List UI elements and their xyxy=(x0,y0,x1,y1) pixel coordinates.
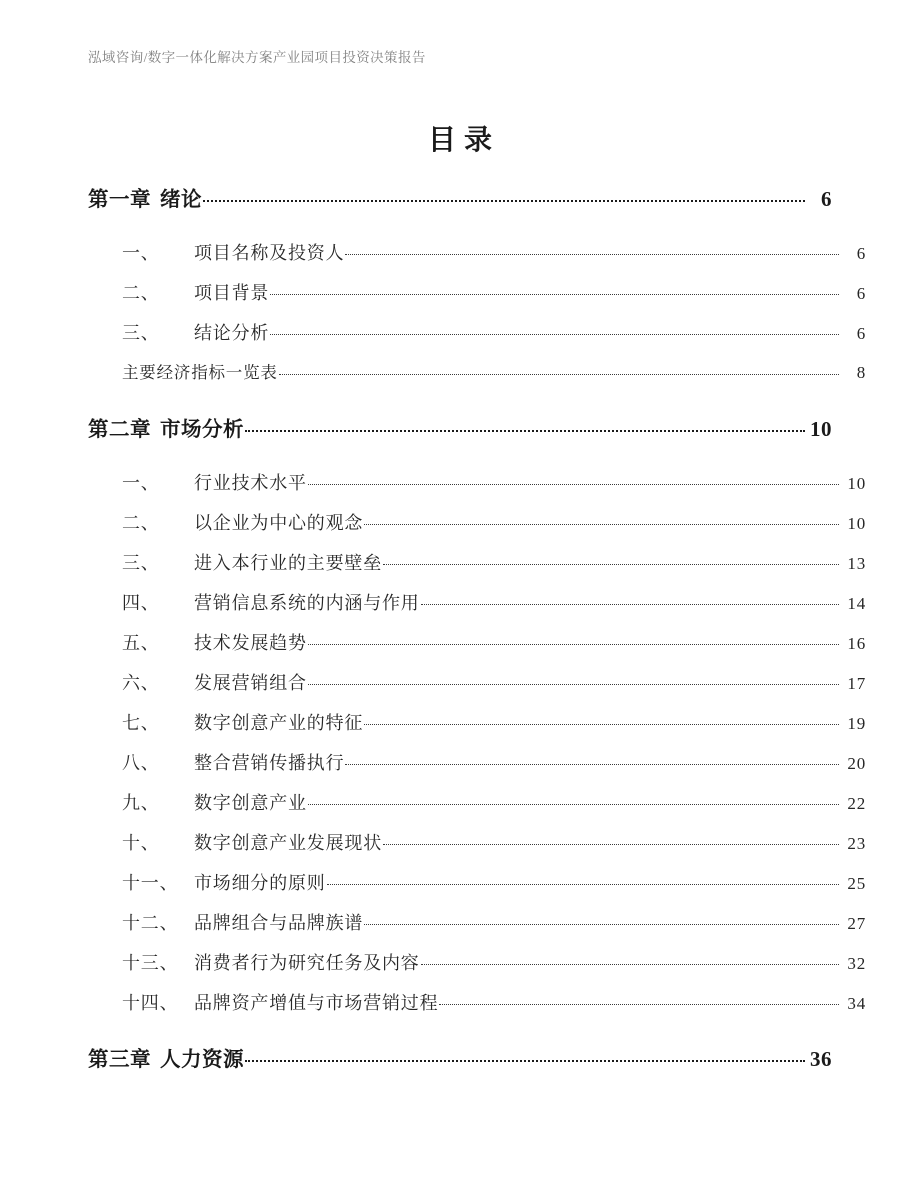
toc-dot-leader-line xyxy=(439,1004,839,1005)
toc-page-number: 20 xyxy=(847,754,866,773)
toc-dot-leader xyxy=(270,281,839,299)
toc-section-number: 十、 xyxy=(122,833,160,853)
toc-page-number: 13 xyxy=(847,554,866,573)
toc-section-row[interactable] xyxy=(88,319,866,359)
toc-entry-label: 以企业为中心的观念 xyxy=(194,513,364,533)
toc-section-number: 一、 xyxy=(122,473,160,493)
toc-page-number: 10 xyxy=(810,417,832,441)
toc-section-number: 十四、 xyxy=(122,993,179,1013)
toc-dot-leader xyxy=(308,471,839,489)
toc-section-row[interactable] xyxy=(88,869,866,909)
toc-section-row[interactable] xyxy=(88,789,866,829)
toc-page-number: 14 xyxy=(847,594,866,613)
toc-section-row[interactable] xyxy=(88,829,866,869)
toc-section-number: 一、 xyxy=(122,243,160,263)
toc-section-number: 二、 xyxy=(122,513,160,533)
toc-dot-leader xyxy=(327,871,839,889)
toc-section-number: 三、 xyxy=(122,553,160,573)
toc-page-number: 8 xyxy=(856,363,866,382)
toc-entry-label: 技术发展趋势 xyxy=(194,633,307,653)
toc-section-number: 六、 xyxy=(122,673,160,693)
toc-dot-leader-line xyxy=(308,644,839,645)
toc-dot-leader-line xyxy=(345,254,839,255)
toc-dot-leader-line xyxy=(421,964,839,965)
toc-dot-leader-line xyxy=(203,200,805,202)
toc-page-number: 6 xyxy=(856,244,866,263)
toc-entry-label: 结论分析 xyxy=(194,323,270,343)
toc-entry-label: 数字创意产业的特征 xyxy=(194,713,364,733)
toc-dot-leader xyxy=(364,711,839,729)
toc-page-number: 23 xyxy=(847,834,866,853)
toc-section-row[interactable] xyxy=(88,949,866,989)
toc-entry-label: 数字创意产业 xyxy=(194,793,307,813)
toc-dot-leader-line xyxy=(308,684,839,685)
toc-dot-leader xyxy=(364,511,839,529)
toc-dot-leader-line xyxy=(383,844,839,845)
toc-dot-leader xyxy=(345,751,839,769)
toc-dot-leader-line xyxy=(270,334,839,335)
toc-dot-leader-line xyxy=(364,924,839,925)
toc-chapter-row[interactable] xyxy=(88,1042,832,1088)
toc-entry-label: 行业技术水平 xyxy=(194,473,307,493)
toc-section-number: 二、 xyxy=(122,283,160,303)
toc-dot-leader xyxy=(421,591,839,609)
toc-section-row[interactable] xyxy=(88,549,866,589)
toc-page-number: 6 xyxy=(821,187,832,211)
toc-dot-leader xyxy=(439,991,839,1009)
toc-section-number: 十一、 xyxy=(122,873,179,893)
toc-dot-leader xyxy=(308,791,839,809)
toc-page-number: 6 xyxy=(856,324,866,343)
toc-entry-label: 品牌组合与品牌族谱 xyxy=(194,913,364,933)
toc-chapter-row[interactable] xyxy=(88,412,832,458)
toc-dot-leader-line xyxy=(270,294,839,295)
toc-entry-label: 发展营销组合 xyxy=(194,673,307,693)
toc-page-number: 17 xyxy=(847,674,866,693)
toc-page-number: 10 xyxy=(847,514,866,533)
page-title: 目录 xyxy=(427,125,500,156)
toc-entry-label: 市场分析 xyxy=(160,419,244,441)
toc-dot-leader xyxy=(279,362,839,379)
toc-section-row[interactable] xyxy=(88,509,866,549)
toc-section-row[interactable] xyxy=(88,359,866,399)
toc-section-number: 十三、 xyxy=(122,953,179,973)
toc-entry-label: 市场细分的原则 xyxy=(194,873,326,893)
toc-dot-leader-line xyxy=(421,604,839,605)
toc-section-row[interactable] xyxy=(88,279,866,319)
toc-dot-leader xyxy=(345,241,839,259)
toc-section-row[interactable] xyxy=(88,629,866,669)
toc-entry-label: 品牌资产增值与市场营销过程 xyxy=(194,993,439,1013)
toc-entry-label: 消费者行为研究任务及内容 xyxy=(194,953,420,973)
toc-dot-leader xyxy=(364,911,839,929)
toc-entry-label: 人力资源 xyxy=(160,1049,244,1071)
toc-dot-leader xyxy=(203,186,805,207)
toc-chapter-number: 第一章 xyxy=(88,189,151,211)
toc-section-number: 七、 xyxy=(122,713,160,733)
toc-chapter-number: 第三章 xyxy=(88,1049,151,1071)
toc-section-number: 五、 xyxy=(122,633,160,653)
toc-entry-label: 项目名称及投资人 xyxy=(194,243,345,263)
toc-dot-leader-line xyxy=(327,884,839,885)
toc-dot-leader-line xyxy=(245,430,805,432)
toc-dot-leader-line xyxy=(279,374,839,375)
toc-page-number: 27 xyxy=(847,914,866,933)
toc-section-number: 八、 xyxy=(122,753,160,773)
toc-section-row[interactable] xyxy=(88,989,866,1029)
toc-dot-leader xyxy=(270,321,839,339)
toc-entry-label: 主要经济指标一览表 xyxy=(122,363,278,382)
toc-section-row[interactable] xyxy=(88,909,866,949)
toc-entry-label: 绪论 xyxy=(160,189,202,211)
toc-section-row[interactable] xyxy=(88,749,866,789)
toc-section-number: 四、 xyxy=(122,593,160,613)
toc-page-number: 19 xyxy=(847,714,866,733)
toc-section-row[interactable] xyxy=(88,469,866,509)
toc-dot-leader-line xyxy=(383,564,839,565)
toc-page-number: 32 xyxy=(847,954,866,973)
toc-entry-label: 整合营销传播执行 xyxy=(194,753,345,773)
toc-dot-leader xyxy=(421,951,839,969)
toc-page-number: 10 xyxy=(847,474,866,493)
toc-entry-label: 数字创意产业发展现状 xyxy=(194,833,382,853)
toc-page-number: 36 xyxy=(810,1047,832,1071)
toc-section-row[interactable] xyxy=(88,669,866,709)
toc-dot-leader xyxy=(245,416,805,437)
toc-page-number: 22 xyxy=(847,794,866,813)
toc-page-number: 6 xyxy=(856,284,866,303)
toc-section-row[interactable] xyxy=(88,589,866,629)
toc-dot-leader xyxy=(383,831,839,849)
toc-section-row[interactable] xyxy=(88,239,866,279)
toc-dot-leader xyxy=(308,671,839,689)
toc-entry-label: 项目背景 xyxy=(194,283,270,303)
table-of-contents xyxy=(88,182,866,1088)
running-header: 泓域咨询/数字一体化解决方案产业园项目投资决策报告 xyxy=(88,50,426,65)
toc-dot-leader-line xyxy=(364,524,839,525)
toc-entry-label: 进入本行业的主要壁垒 xyxy=(194,553,382,573)
toc-chapter-number: 第二章 xyxy=(88,419,151,441)
toc-page-number: 34 xyxy=(847,994,866,1013)
toc-page-number: 16 xyxy=(847,634,866,653)
toc-dot-leader xyxy=(383,551,839,569)
toc-entry-label: 营销信息系统的内涵与作用 xyxy=(194,593,420,613)
toc-page-number: 25 xyxy=(847,874,866,893)
toc-dot-leader-line xyxy=(308,484,839,485)
toc-chapter-row[interactable] xyxy=(88,182,832,228)
toc-dot-leader-line xyxy=(308,804,839,805)
toc-section-number: 十二、 xyxy=(122,913,179,933)
toc-dot-leader xyxy=(308,631,839,649)
toc-dot-leader-line xyxy=(364,724,839,725)
toc-section-row[interactable] xyxy=(88,709,866,749)
toc-dot-leader xyxy=(245,1046,805,1067)
toc-section-number: 九、 xyxy=(122,793,160,813)
toc-dot-leader-line xyxy=(345,764,839,765)
toc-dot-leader-line xyxy=(245,1060,805,1062)
toc-section-number: 三、 xyxy=(122,323,160,343)
